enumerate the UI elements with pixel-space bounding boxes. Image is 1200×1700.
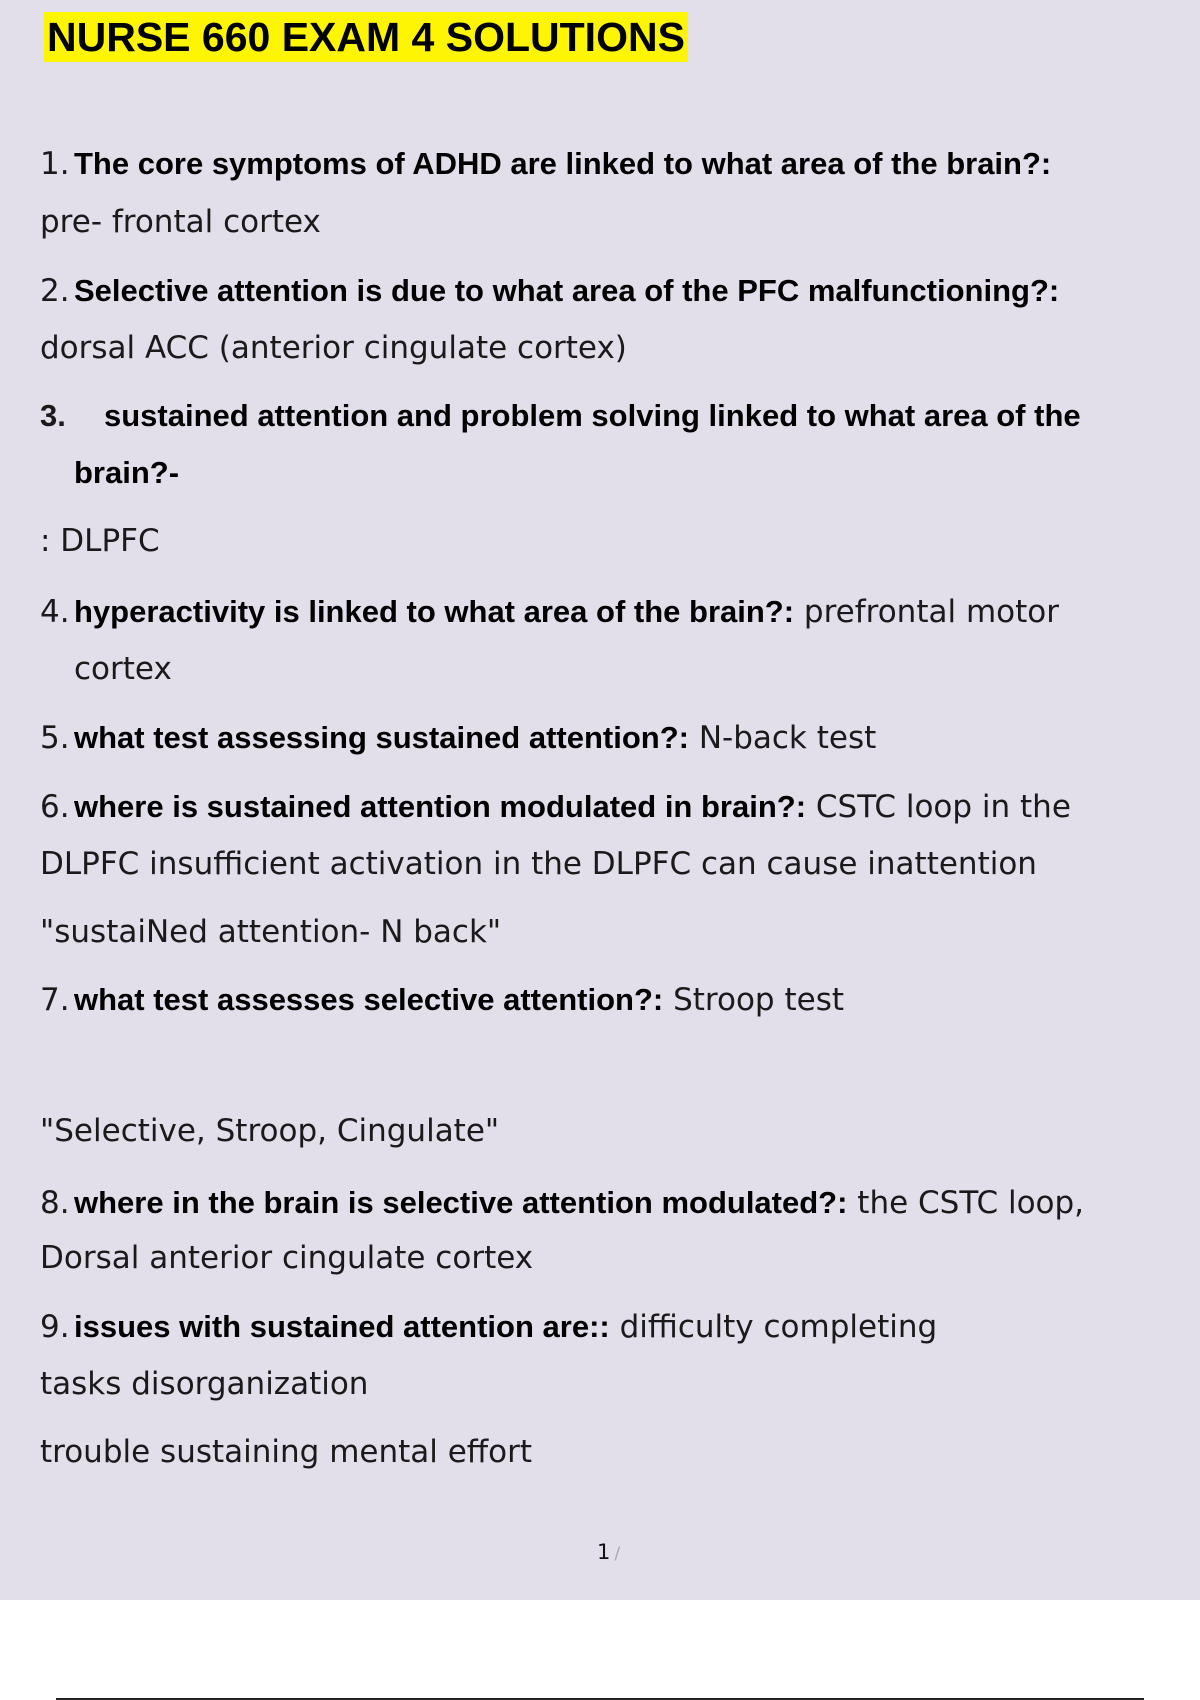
answer-inline: prefrontal motor [794, 594, 1059, 630]
answer-3: : DLPFC [40, 523, 160, 559]
question-1 [40, 146, 1051, 182]
item-number: 3. [40, 398, 66, 433]
answer-inline: the CSTC loop, [847, 1185, 1085, 1221]
question-9 [40, 1309, 937, 1345]
item-number: 8. [40, 1185, 70, 1221]
answer-4: cortex [74, 651, 172, 687]
item-number: 9. [40, 1309, 70, 1345]
page-number-value: 1 [597, 1540, 611, 1564]
question-6 [40, 789, 1071, 825]
answer-9: tasks disorganization [40, 1366, 369, 1402]
answer-7-mnemonic: "Selective, Stroop, Cingulate" [40, 1113, 500, 1149]
answer-inline: CSTC loop in the [806, 789, 1071, 825]
question-text: hyperactivity is linked to what area of the brain?: [74, 594, 795, 629]
question-text: sustained attention and problem solving linked to what area of the [104, 398, 1081, 433]
item-number: 6. [40, 789, 70, 825]
question-text: what test assessing sustained attention?: [74, 720, 689, 755]
page-number-suffix: / [614, 1544, 621, 1564]
item-number: 5. [40, 720, 70, 756]
question-8 [40, 1185, 1084, 1221]
question-4 [40, 594, 1059, 630]
page-number [597, 1540, 620, 1564]
question-3-continued: brain?- [74, 455, 180, 490]
answer-inline: N-back test [688, 720, 877, 756]
question-text: issues with sustained attention are:: [74, 1309, 610, 1344]
answer-6-mnemonic: "sustaiNed attention- N back" [40, 914, 502, 950]
item-number: 4. [40, 594, 70, 630]
answer-8: Dorsal anterior cingulate cortex [40, 1240, 534, 1276]
answer-6: DLPFC insufficient activation in the DLPFC can cause inattention [40, 846, 1037, 882]
answer-inline: Stroop test [663, 982, 844, 1018]
item-number: 1. [40, 146, 70, 182]
question-5 [40, 720, 876, 756]
answer-9-continued: trouble sustaining mental effort [40, 1434, 533, 1470]
item-number: 7. [40, 982, 70, 1018]
question-text: where is sustained attention modulated in brain?: [74, 789, 807, 824]
answer-1: pre- frontal cortex [40, 204, 321, 240]
answer-2: dorsal ACC (anterior cingulate cortex) [40, 330, 627, 366]
question-text: Selective attention is due to what area of the PFC malfunctioning?: [74, 273, 1060, 308]
question-7 [40, 982, 844, 1018]
question-3 [40, 398, 1081, 434]
question-text: The core symptoms of ADHD are linked to what area of the brain?: [74, 146, 1052, 181]
document-title: NURSE 660 EXAM 4 SOLUTIONS [44, 12, 688, 62]
question-text: where in the brain is selective attention modulated?: [74, 1185, 848, 1220]
question-2 [40, 273, 1059, 309]
question-text: what test assesses selective attention?: [74, 982, 664, 1017]
answer-inline: difficulty completing [609, 1309, 938, 1345]
item-number: 2. [40, 273, 70, 309]
